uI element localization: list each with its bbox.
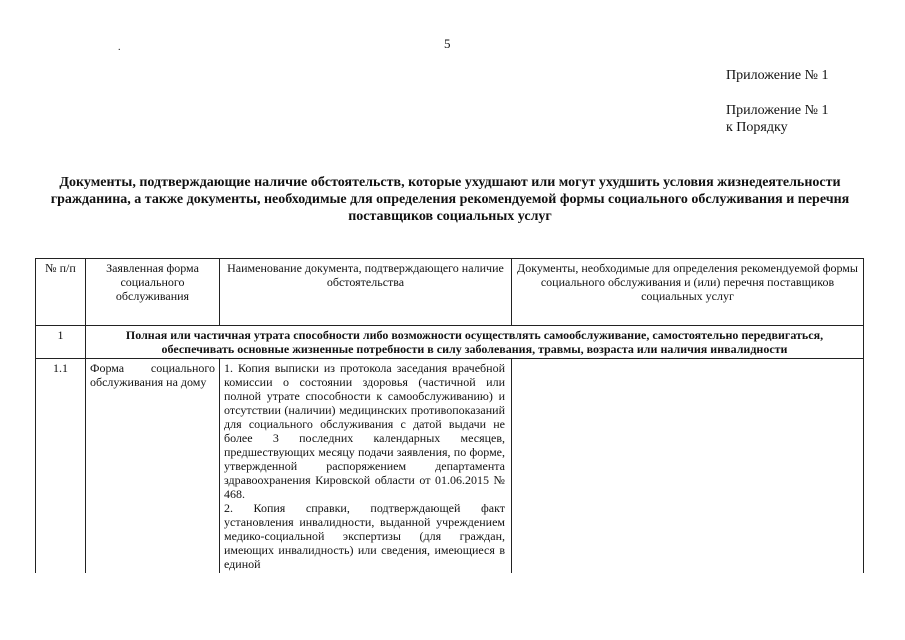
table-row: [36, 359, 864, 574]
header-number: № п/п: [36, 259, 86, 326]
row-documents: [220, 359, 512, 574]
document-title: Документы, подтверждающие наличие обстоятельств, которые ухудшают или могут ухудшить условия жизнедеятельности гражданина, а также документы, необходимые для определения рекомендуемой формы социального обслуживания и перечня поставщиков социальных услуг: [50, 175, 850, 224]
page-number: 5: [444, 36, 451, 51]
section-row: [36, 326, 864, 359]
header-document: Наименование документа, подтверждающего наличие обстоятельства: [220, 259, 512, 326]
row-number: 1.1: [36, 359, 86, 574]
appendix-label: Приложение № 1: [726, 68, 829, 83]
section-number: 1: [36, 326, 86, 359]
document-item-2: 2. Копия справки, подтверждающей факт установления инвалидности, выданной учреждением медико-социальной экспертизы (для граждан, имеющих инвалидность) или сведения, имеющиеся в единой: [224, 501, 505, 571]
appendix-order-line2: к Порядку: [726, 120, 788, 135]
row-form: Форма социального обслуживания на дому: [86, 359, 220, 574]
header-docs-needed: Документы, необходимые для определения рекомендуемой формы социального обслуживания и (или) перечня поставщиков социальных услуг: [512, 259, 864, 326]
header-form: Заявленная форма социального обслуживания: [86, 259, 220, 326]
section-text: Полная или частичная утрата способности либо возможности осуществлять самообслуживание, самостоятельно передвигаться, обеспечивать основные жизненные потребности в силу заболевания, травмы, возраста или наличия инвалидности: [86, 326, 864, 359]
appendix-order-label: [726, 102, 829, 136]
documents-table: [35, 258, 864, 573]
table-header-row: [36, 259, 864, 326]
scan-dot: .: [118, 42, 121, 53]
row-docs-needed: [512, 359, 864, 574]
appendix-order-line1: Приложение № 1: [726, 103, 829, 118]
document-item-1: 1. Копия выписки из протокола заседания врачебной комиссии о состоянии здоровья (частичной или полной утрате способности к самообслуживанию) и отсутствии (наличии) медицинских противопоказаний для социального обслуживания с датой выдачи не более 3 последних календарных месяцев, предшествующих месяцу подачи заявления, по форме, утвержденной распоряжением департамента здравоохранения Кировской области от 01.06.2015 № 468.: [224, 361, 505, 501]
